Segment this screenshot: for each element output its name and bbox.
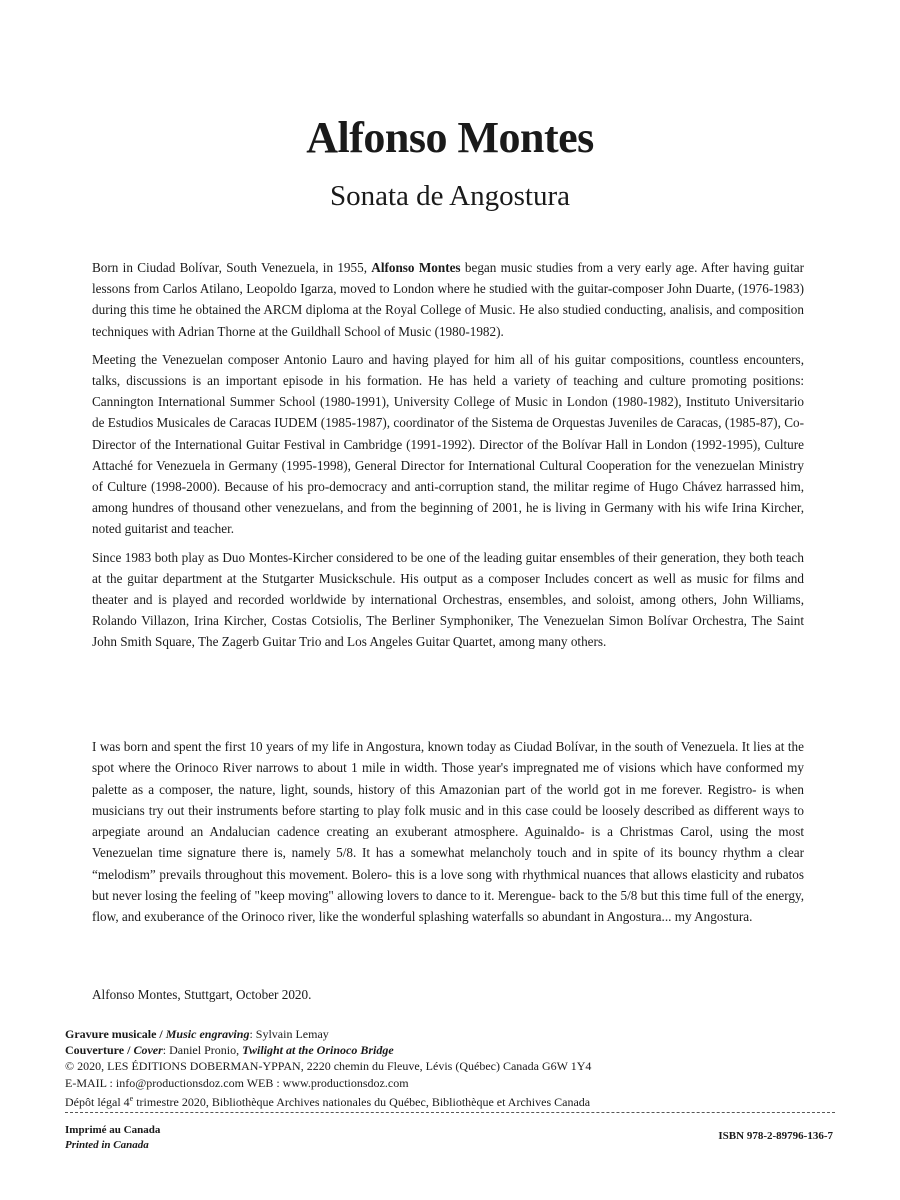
cover-title: Twilight at the Orinoco Bridge <box>242 1043 394 1058</box>
contact-line: E-MAIL : info@productionsdoz.com WEB : www.productionsdoz.com <box>65 1075 409 1090</box>
note-paragraph: I was born and spent the first 10 years of my life in Angostura, known today as Ciudad Bolívar, in the south of Venezuela. It lies at the spot where the Orinoco River narrows to about 1 mile in width. Those year's impregnated me of visions which have conformed my palette as a composer, the nature, light, sounds, history of this Amazonian part of the world got in me forever. Registro- is when musicians try out their instruments before starting to play folk music and in this case could be loosely described as different ways to arpegiate around an Andalucian cadence creating an exuberant atmosphere. Aguinaldo- is a Christmas Carol, using the most Venezuelan time signature there is, namely 5/8. It has a somewhat melancholy touch and in spite of its bouncy rhythm a clear “melodism” prevails throughout this movement. Bolero- this is a love song with rhythmical nuances that allows elasticity and rubatos but never losing the feeling of "keep moving" allowing lovers to dance to it. Merengue- back to the 5/8 but this time full of the energy, flow, and exuberance of the Orinoco river, like the wonderful splashing waterfalls so abundant in Angostura... my Angostura. <box>92 739 804 925</box>
biography-section <box>92 257 804 660</box>
cover-value: : Daniel Pronio, <box>162 1043 243 1058</box>
composer-name: Alfonso Montes <box>371 260 461 275</box>
copyright-line: © 2020, LES ÉDITIONS DOBERMAN-YPPAN, 2220 chemin du Fleuve, Lévis (Québec) Canada G6W 1Y4 <box>65 1059 592 1074</box>
divider <box>65 1112 835 1113</box>
printed-fr: Imprimé au Canada <box>65 1124 161 1136</box>
signature: Alfonso Montes, Stuttgart, October 2020. <box>92 987 312 1002</box>
bio-paragraph-1 <box>92 257 804 342</box>
bio-paragraph-3: Since 1983 both play as Duo Montes-Kircher considered to be one of the leading guitar ensembles of their generation, they both teach at the guitar department at the Stutgarter Musickschule. His output as a composer Includes concert as well as music for films and theater and is played and recorded worldwide by international Orchestras, ensembles, and soloist, among others, John Williams, Rolando Villazon, Irina Kircher, Costas Cotsiolis, The Berliner Symphoniker, The Venezuelan Simon Bolívar Orchestra, The Saint John Smith Square, The Zagerb Guitar Trio and Los Angeles Guitar Quartet, among many others. <box>92 549 804 650</box>
isbn: ISBN 978-2-89796-136-7 <box>718 1130 833 1142</box>
bio-text: Born in Ciudad Bolívar, South Venezuela, in 1955, <box>92 260 372 275</box>
cover-credit <box>65 1042 835 1058</box>
cover-label-en: Cover <box>133 1043 163 1058</box>
composer-note <box>92 736 804 928</box>
printed-in <box>65 1123 160 1153</box>
engraving-value: : Sylvain Lemay <box>249 1027 329 1041</box>
legal-deposit-line: Dépôt légal 4e trimestre 2020, Bibliothèque Archives nationales du Québec, Bibliothèque et Archives Canada <box>65 1093 591 1109</box>
engraving-label: Gravure musicale / <box>65 1027 166 1041</box>
cover-label: Couverture / <box>65 1043 134 1058</box>
bio-text: began music studies from a very early age. After having guitar lessons from Carlos Atilano, Leopoldo Igarza, moved to London where he studied with the guitar-composer John Duarte, (1976-1983) during this time he obtained the ARCM diploma at the Royal College of Music. He also studied conducting, analisis, and composition techniques with Adrian Thorne at the Guildhall School of Music (1980-1982). <box>92 260 804 339</box>
bio-paragraph-2: Meeting the Venezuelan composer Antonio Lauro and having played for him all of his guitar compositions, countless encounters, talks, discussions is an important episode in his formation. He has held a variety of teaching and culture promoting positions: Cannington International Summer School (1980-1991), University College of Music in London (1980-1982), Instituto Universitario de Estudios Musicales de Caracas IUDEM (1985-1987), coordinator of the Sistema de Orquestas Juveniles de Caracas, (1985-87), Co-Director of the International Guitar Festival in Cambridge (1991-1992). Director of the Bolívar Hall in London (1992-1995), Culture Attaché for Venezuela in Germany (1995-1998), General Director for International Cultural Cooperation for the venezuelan Ministry of Culture (1998-2000). Because of his pro-democracy and anti-corruption stand, the militar regime of Hugo Chávez harrassed him, among hundres of thousand other venezuelans, and from the beginning of 2001, he is living in Germany with his wife Irina Kircher, noted guitarist and teacher. <box>92 351 804 537</box>
engraving-label-en: Music engraving <box>165 1027 250 1041</box>
page-title: Alfonso Montes <box>306 113 594 162</box>
printed-en: Printed in Canada <box>65 1139 149 1151</box>
credits-block <box>65 1026 835 1110</box>
engraving-credit <box>65 1026 835 1042</box>
page-subtitle: Sonata de Angostura <box>329 180 570 212</box>
